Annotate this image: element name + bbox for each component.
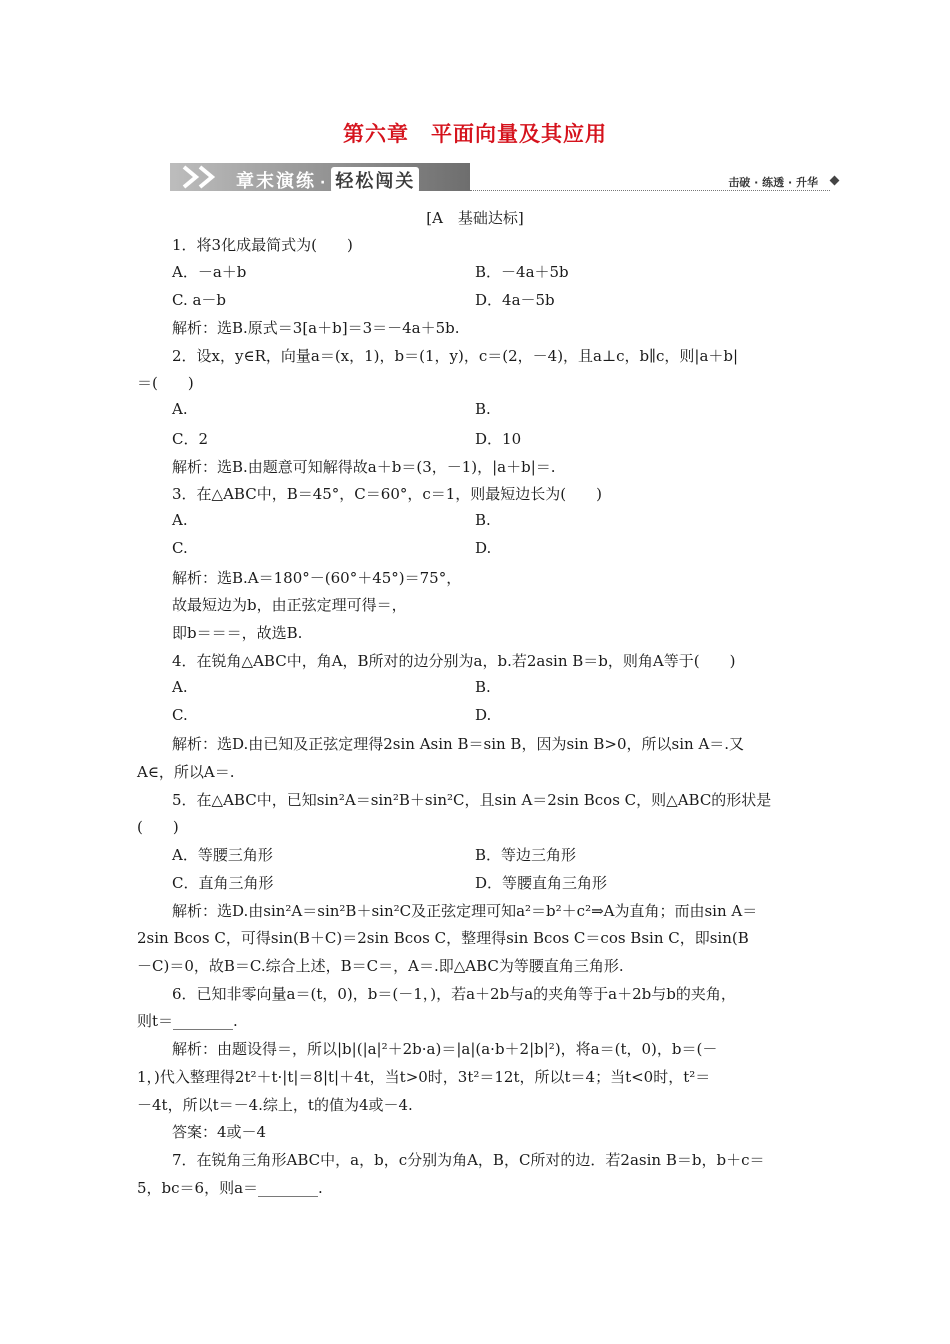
question-3: 3．在△ABC中，B＝45°，C＝60°，c＝1，则最短边长为( ): [172, 485, 603, 503]
q5-option-b: B．等边三角形: [475, 846, 577, 864]
q1-option-a: A．－a＋b: [172, 263, 247, 281]
question-2-cont: ＝( ): [137, 374, 194, 392]
question-2: 2．设x，y∈R，向量a＝(x，1)，b＝(1，y)，c＝(2，－4)，且a⊥c，b∥c，则|a＋b|: [172, 347, 739, 365]
chapter-title: 第六章 平面向量及其应用: [343, 122, 607, 146]
q6-solution-3: －4t，所以t＝－4.综上，t的值为4或－4.: [137, 1096, 413, 1114]
banner-slogan: 击破 · 练透 · 升华: [728, 176, 818, 189]
banner-dot: ·: [320, 175, 328, 191]
question-6-cont: 则t＝________.: [137, 1012, 238, 1030]
question-1: 1．将3化成最简式为( ): [172, 236, 353, 254]
q3-option-b: B.: [475, 511, 491, 529]
q6-answer: 答案：4或－4: [172, 1123, 267, 1141]
q3-option-d: D.: [475, 539, 492, 557]
q5-solution-3: －C)＝0，故B＝C.综合上述，B＝C＝，A＝.即△ABC为等腰直角三角形.: [137, 957, 624, 975]
q5-solution-1: 解析：选D.由sin²A＝sin²B＋sin²C及正弦定理可知a²＝b²＋c²⇒A为直角；而由sin A＝: [172, 902, 758, 920]
section-banner: [170, 161, 840, 195]
question-7-cont: 5，bc＝6，则a＝________.: [137, 1179, 323, 1197]
q5-option-d: D．等腰直角三角形: [475, 874, 608, 892]
banner-title-a: 章末演练: [236, 171, 316, 192]
q3-solution-3: 即b＝＝＝，故选B.: [172, 624, 303, 642]
banner-title: [236, 167, 419, 193]
q4-solution-2: A∈，所以A＝.: [137, 763, 235, 781]
question-5-cont: ( ): [137, 818, 179, 836]
q5-option-a: A．等腰三角形: [172, 846, 273, 864]
q2-option-c: C．2: [172, 430, 209, 448]
question-7: 7．在锐角三角形ABC中，a，b，c分别为角A，B，C所对的边．若2asin B＝b，b＋c＝: [172, 1151, 765, 1169]
q2-option-b: B.: [475, 400, 491, 418]
q4-option-b: B.: [475, 678, 491, 696]
section-heading: [A 基础达标]: [426, 209, 524, 227]
q1-option-d: D．4a－5b: [475, 291, 555, 309]
q2-solution: 解析：选B.由题意可知解得故a＋b＝(3，－1)，|a＋b|＝.: [172, 458, 556, 476]
q6-solution-2: 1，)代入整理得2t²＋t·|t|＝8|t|＋4t，当t>0时，3t²＝12t，所以t＝4；当t<0时，t²＝: [137, 1068, 711, 1086]
q3-option-c: C.: [172, 539, 188, 557]
question-4: 4．在锐角△ABC中，角A，B所对的边分别为a，b.若2asin B＝b，则角A等于( ): [172, 652, 736, 670]
q4-option-c: C.: [172, 706, 188, 724]
q4-option-a: A.: [172, 678, 188, 696]
q2-option-a: A.: [172, 400, 188, 418]
diamond-icon: [830, 176, 840, 186]
q5-option-c: C．直角三角形: [172, 874, 274, 892]
q3-option-a: A.: [172, 511, 188, 529]
q3-solution-2: 故最短边为b，由正弦定理可得＝，: [172, 596, 407, 614]
q1-option-c: C. a－b: [172, 291, 227, 309]
q6-solution-1: 解析：由题设得＝，所以|b|(|a|²＋2b·a)＝|a|(a·b＋2|b|²)，将a＝(t，0)，b＝(－: [172, 1040, 718, 1058]
q2-option-d: D．10: [475, 430, 522, 448]
q3-solution-1: 解析：选B.A＝180°－(60°＋45°)＝75°，: [172, 569, 462, 587]
q1-solution: 解析：选B.原式＝3[a＋b]＝3＝－4a＋5b.: [172, 319, 460, 337]
q4-solution-1: 解析：选D.由已知及正弦定理得2sin Asin B＝sin B，因为sin B>0，所以sin A＝.又: [172, 735, 745, 753]
q4-option-d: D.: [475, 706, 492, 724]
banner-title-b: 轻松闯关: [331, 167, 419, 193]
question-5: 5．在△ABC中，已知sin²A＝sin²B＋sin²C，且sin A＝2sin Bcos C，则△ABC的形状是: [172, 791, 772, 809]
banner-divider: [470, 190, 830, 191]
q1-option-b: B．－4a＋5b: [475, 263, 569, 281]
q5-solution-2: 2sin Bcos C，可得sin(B＋C)＝2sin Bcos C，整理得sin Bcos C＝cos Bsin C，即sin(B: [137, 929, 749, 947]
question-6: 6．已知非零向量a＝(t，0)，b＝(－1，)，若a＋2b与a的夹角等于a＋2b与b的夹角，: [172, 985, 736, 1003]
